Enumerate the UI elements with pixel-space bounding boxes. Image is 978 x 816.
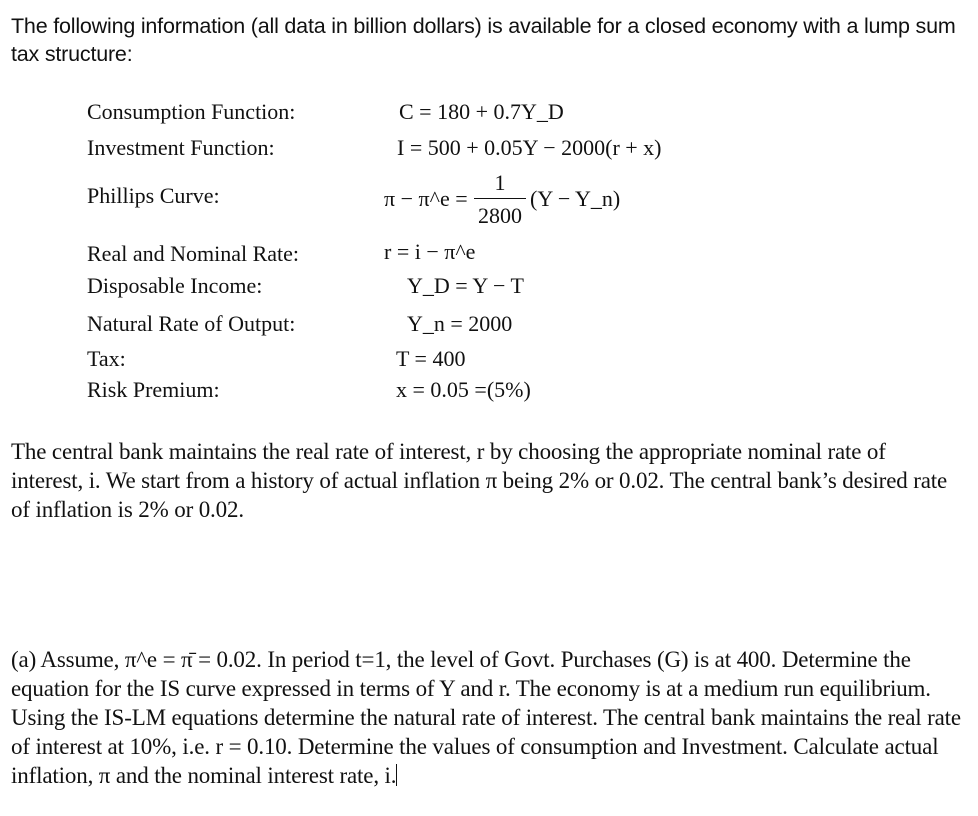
investment-equation: I = 500 + 0.05Y − 2000(r + x) [397,135,662,160]
fraction-bar [474,198,526,199]
risk-label: Risk Premium: [87,377,220,402]
phillips-rhs: (Y − Y_n) [530,186,621,211]
question-a [11,645,961,790]
tax-equation: T = 400 [396,346,466,371]
phillips-label: Phillips Curve: [87,183,220,208]
risk-equation: x = 0.05 =(5%) [396,377,531,402]
question-a-text: (a) Assume, π^e = π̄ = 0.02. In period t=1, the level of Govt. Purchases (G) is at 400. Determine the equation for the IS curve expressed in terms of Y and r. The economy is at a medium run equilibrium. Using the IS-LM equations determine the natural rate of interest. The central bank maintains the real rate of interest at 10%, i.e. r = 0.10. Determine the values of consumption and Investment. Calculate actual inflation, π and the nominal interest rate, i. [11,647,961,788]
tax-label: Tax: [87,346,126,371]
disposable-equation: Y_D = Y − T [407,273,524,298]
intro-text: The following information (all data in billion dollars) is available for a closed economy with a lump sum tax structure: [11,14,956,66]
investment-label: Investment Function: [87,135,275,160]
central-bank-paragraph: The central bank maintains the real rate of interest, r by choosing the appropriate nominal rate of interest, i. We start from a history of actual inflation π being 2% or 0.02. The central bank’s desired rate of inflation is 2% or 0.02. [11,439,948,522]
real-nominal-equation: r = i − π^e [384,239,476,264]
natural-output-label: Natural Rate of Output: [87,311,296,336]
real-nominal-label: Real and Nominal Rate: [87,241,299,266]
text-cursor [396,764,397,786]
natural-output-equation: Y_n = 2000 [407,311,513,336]
consumption-label: Consumption Function: [87,99,296,124]
disposable-label: Disposable Income: [87,273,263,298]
phillips-lhs: π − π^e = [384,186,468,211]
phillips-numerator: 1 [494,170,506,195]
consumption-equation: C = 180 + 0.7Y_D [399,99,564,124]
phillips-denominator: 2800 [478,203,522,228]
